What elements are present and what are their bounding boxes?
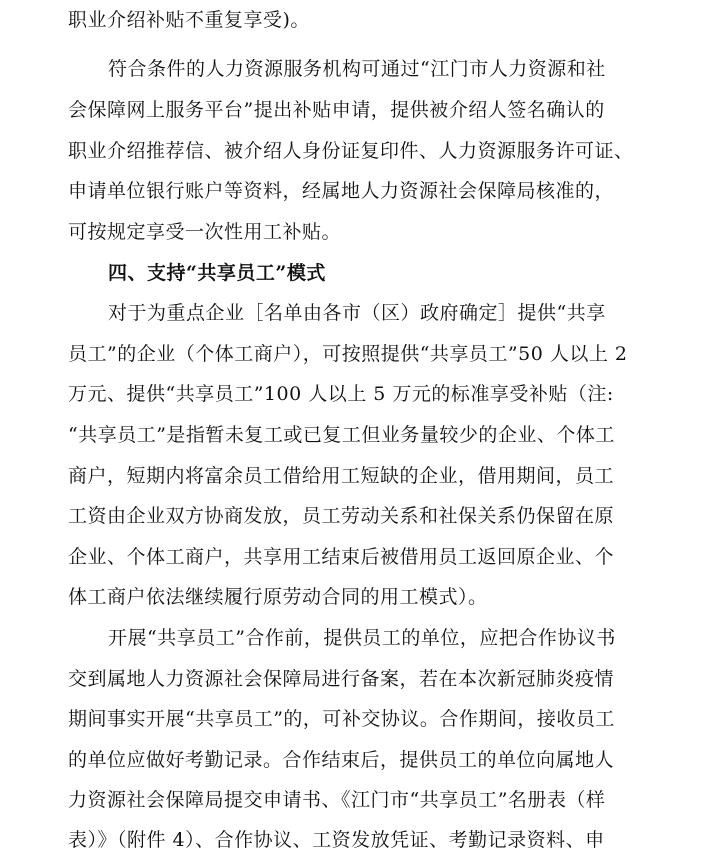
text-line: 期间事实开展“共享员工”的，可补交协议。合作期间，接收员工 <box>68 708 615 730</box>
text-line: 开展“共享员工”合作前，提供员工的单位，应把合作协议书 <box>108 627 616 649</box>
text-line: 员工”的企业（个体工商户），可按照提供“共享员工”50 人以上 2 <box>68 343 628 365</box>
text-line: 企业、个体工商户，共享用工结束后被借用员工返回原企业、个 <box>68 546 615 568</box>
text-line: 职业介绍补贴不重复享受)。 <box>68 9 310 31</box>
text-line: 符合条件的人力资源服务机构可通过“江门市人力资源和社 <box>108 58 606 80</box>
text-line: 工资由企业双方协商发放，员工劳动关系和社保关系仍保留在原 <box>68 505 615 527</box>
section-heading: 四、支持“共享员工”模式 <box>108 262 326 284</box>
text-line: 的单位应做好考勤记录。合作结束后，提供员工的单位向属地人 <box>68 749 615 771</box>
text-line: 万元、提供“共享员工”100 人以上 5 万元的标准享受补贴（注: <box>68 383 614 405</box>
text-line: 交到属地人力资源社会保障局进行备案，若在本次新冠肺炎疫情 <box>68 668 615 690</box>
text-line: 商户，短期内将富余员工借给用工短缺的企业，借用期间，员工 <box>68 465 615 487</box>
text-line: 可按规定享受一次性用工补贴。 <box>68 221 342 243</box>
text-line: 对于为重点企业［名单由各市（区）政府确定］提供“共享 <box>108 302 606 324</box>
text-line: 申请单位银行账户等资料，经属地人力资源社会保障局核准的， <box>68 180 615 202</box>
text-line: “共享员工”是指暂未复工或已复工但业务量较少的企业、个体工 <box>68 424 615 446</box>
text-line: 职业介绍推荐信、被介绍人身份证复印件、人力资源服务许可证、 <box>68 140 634 162</box>
text-line: 会保障网上服务平台”提出补贴申请，提供被介绍人签名确认的 <box>68 99 605 121</box>
text-line: 体工商户依法继续履行原劳动合同的用工模式）。 <box>68 586 488 608</box>
text-line: 表）》（附件 4）、合作协议、工资发放凭证、考勤记录资料、申 <box>68 829 605 851</box>
text-line: 力资源社会保障局提交申请书、《江门市“共享员工”名册表（样 <box>68 789 606 811</box>
